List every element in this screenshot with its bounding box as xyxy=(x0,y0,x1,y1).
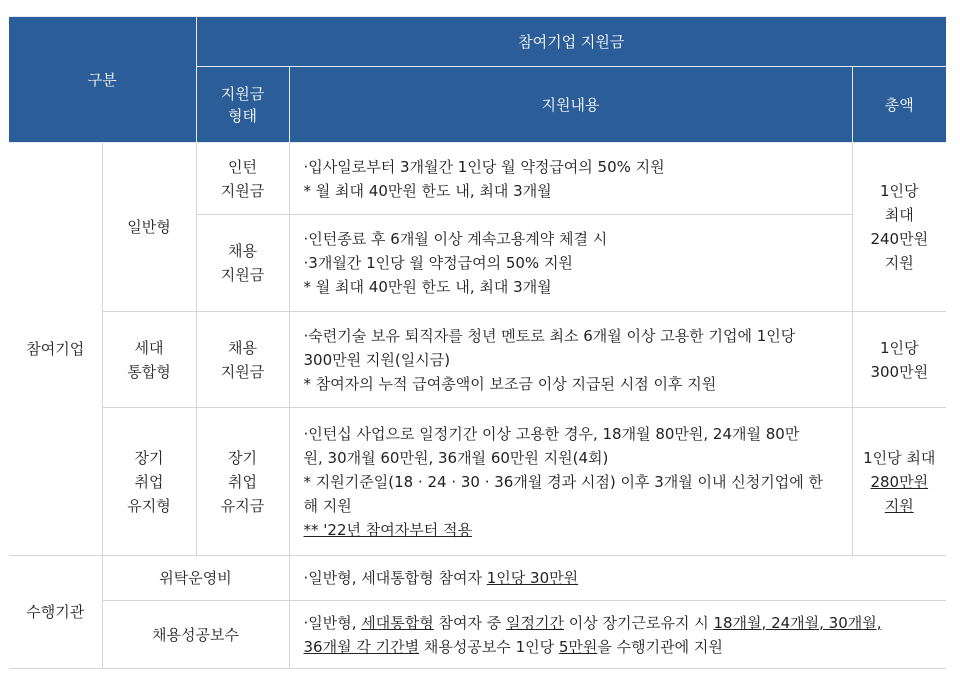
header-total: 총액 xyxy=(852,67,946,143)
agency-label: 수행기관 xyxy=(9,556,102,669)
note-line xyxy=(304,518,846,542)
underlined-text: 18개월, 24개월, 30개월, xyxy=(713,613,882,632)
underlined-text: 세대통합형 xyxy=(361,613,434,632)
total-support-underlined: 지원 xyxy=(884,496,914,515)
underlined-text: 일정기간 xyxy=(506,613,564,632)
header-content: 지원내용 xyxy=(289,67,852,143)
generation-total xyxy=(852,312,946,408)
type-line: 지원금 xyxy=(220,266,265,284)
generation-support-type xyxy=(196,312,289,408)
intern-support-content xyxy=(289,143,852,215)
content-line xyxy=(304,566,941,590)
generation-support-content xyxy=(289,312,852,408)
label-line: 장기 xyxy=(134,448,164,467)
text: 참여자 중 xyxy=(433,613,507,632)
content-line: ·3개월간 1인당 월 약정급여의 50% 지원 xyxy=(303,254,573,272)
content-line: 300만원 지원(일시금) xyxy=(303,350,451,369)
type-line: 인턴 xyxy=(228,157,257,176)
header-category: 구분 xyxy=(9,17,196,143)
total-line xyxy=(854,494,946,518)
type-line: 채용 xyxy=(228,338,257,357)
content-line: ·인턴십 사업으로 일정기간 이상 고용한 경우, 18개월 80만원, 24개월 80만 xyxy=(303,424,800,443)
longterm-total xyxy=(852,408,946,556)
label-line: 취업 xyxy=(134,472,164,491)
consign-amount: 1인당 30만원 xyxy=(486,569,579,587)
underlined-text: 36개월 각 기간별 xyxy=(303,637,420,656)
total-line: 240만원 xyxy=(870,230,929,248)
generation-type-label xyxy=(102,312,196,408)
consign-text: ·일반형, 세대통합형 참여자 xyxy=(303,569,487,587)
header-type xyxy=(196,67,289,143)
text: 이상 장기근로유지 시 xyxy=(563,613,714,632)
participating-label: 참여기업 xyxy=(9,143,102,556)
support-table xyxy=(9,16,946,669)
longterm-type-label xyxy=(102,408,196,556)
success-fee-label: 채용성공보수 xyxy=(102,601,289,669)
content-line: * 월 최대 40만원 한도 내, 최대 3개월 xyxy=(303,278,552,296)
label-line: 유지형 xyxy=(127,496,171,515)
general-total xyxy=(852,143,946,312)
type-line: 장기 xyxy=(228,448,257,467)
total-line: 1인당 최대 xyxy=(863,448,936,467)
type-line: 지원금 xyxy=(220,362,265,381)
intern-support-type xyxy=(196,143,289,215)
content-line: ·입사일로부터 3개월간 1인당 월 약정급여의 50% 지원 xyxy=(303,157,665,176)
content-line xyxy=(304,635,941,659)
header-group-title: 참여기업 지원금 xyxy=(196,17,946,67)
type-line: 유지금 xyxy=(220,496,265,515)
success-fee-content xyxy=(289,601,946,669)
total-line: 최대 xyxy=(884,206,914,224)
total-line: 1인당 xyxy=(880,182,919,200)
consign-fee-label: 위탁운영비 xyxy=(102,556,289,601)
total-line xyxy=(854,470,946,494)
header-type-line: 지원금 xyxy=(220,84,265,103)
content-line: ·인턴종료 후 6개월 이상 계속고용계약 체결 시 xyxy=(303,230,608,248)
total-line: 300만원 xyxy=(870,362,929,381)
content-line xyxy=(304,611,941,635)
total-line: 1인당 xyxy=(880,338,919,357)
content-line: 원, 30개월 60만원, 36개월 60만원 지원(4회) xyxy=(303,448,609,467)
text: 채용성공보수 1인당 xyxy=(419,637,559,656)
applicability-note: ** '22년 참여자부터 적용 xyxy=(303,520,472,539)
content-line: ·숙련기술 보유 퇴직자를 청년 멘토로 최소 6개월 이상 고용한 기업에 1인당 xyxy=(303,326,796,345)
header-type-line: 형태 xyxy=(228,106,257,125)
label-line: 통합형 xyxy=(127,362,171,381)
content-line: 해 지원 xyxy=(303,496,352,515)
content-line: * 참여자의 누적 급여총액이 보조금 이상 지급된 시점 이후 지원 xyxy=(303,374,717,393)
type-line: 취업 xyxy=(228,472,257,491)
text: 을 수행기관에 지원 xyxy=(597,637,723,656)
type-line: 지원금 xyxy=(220,181,265,200)
longterm-support-content xyxy=(289,408,852,556)
total-line: 지원 xyxy=(884,254,914,272)
longterm-support-type xyxy=(196,408,289,556)
label-line: 세대 xyxy=(134,338,164,357)
hire-support-content xyxy=(289,215,852,312)
text: ·일반형, xyxy=(303,613,362,632)
underlined-text: 5만원 xyxy=(558,637,598,656)
consign-fee-content xyxy=(289,556,946,601)
total-amount-underlined: 280만원 xyxy=(870,472,929,491)
hire-support-type xyxy=(196,215,289,312)
content-line: * 지원기준일(18 · 24 · 30 · 36개월 경과 시점) 이후 3개월 이내 신청기업에 한 xyxy=(303,472,823,491)
content-line: * 월 최대 40만원 한도 내, 최대 3개월 xyxy=(303,181,552,200)
type-line: 채용 xyxy=(228,242,257,260)
general-type-label: 일반형 xyxy=(102,143,196,312)
